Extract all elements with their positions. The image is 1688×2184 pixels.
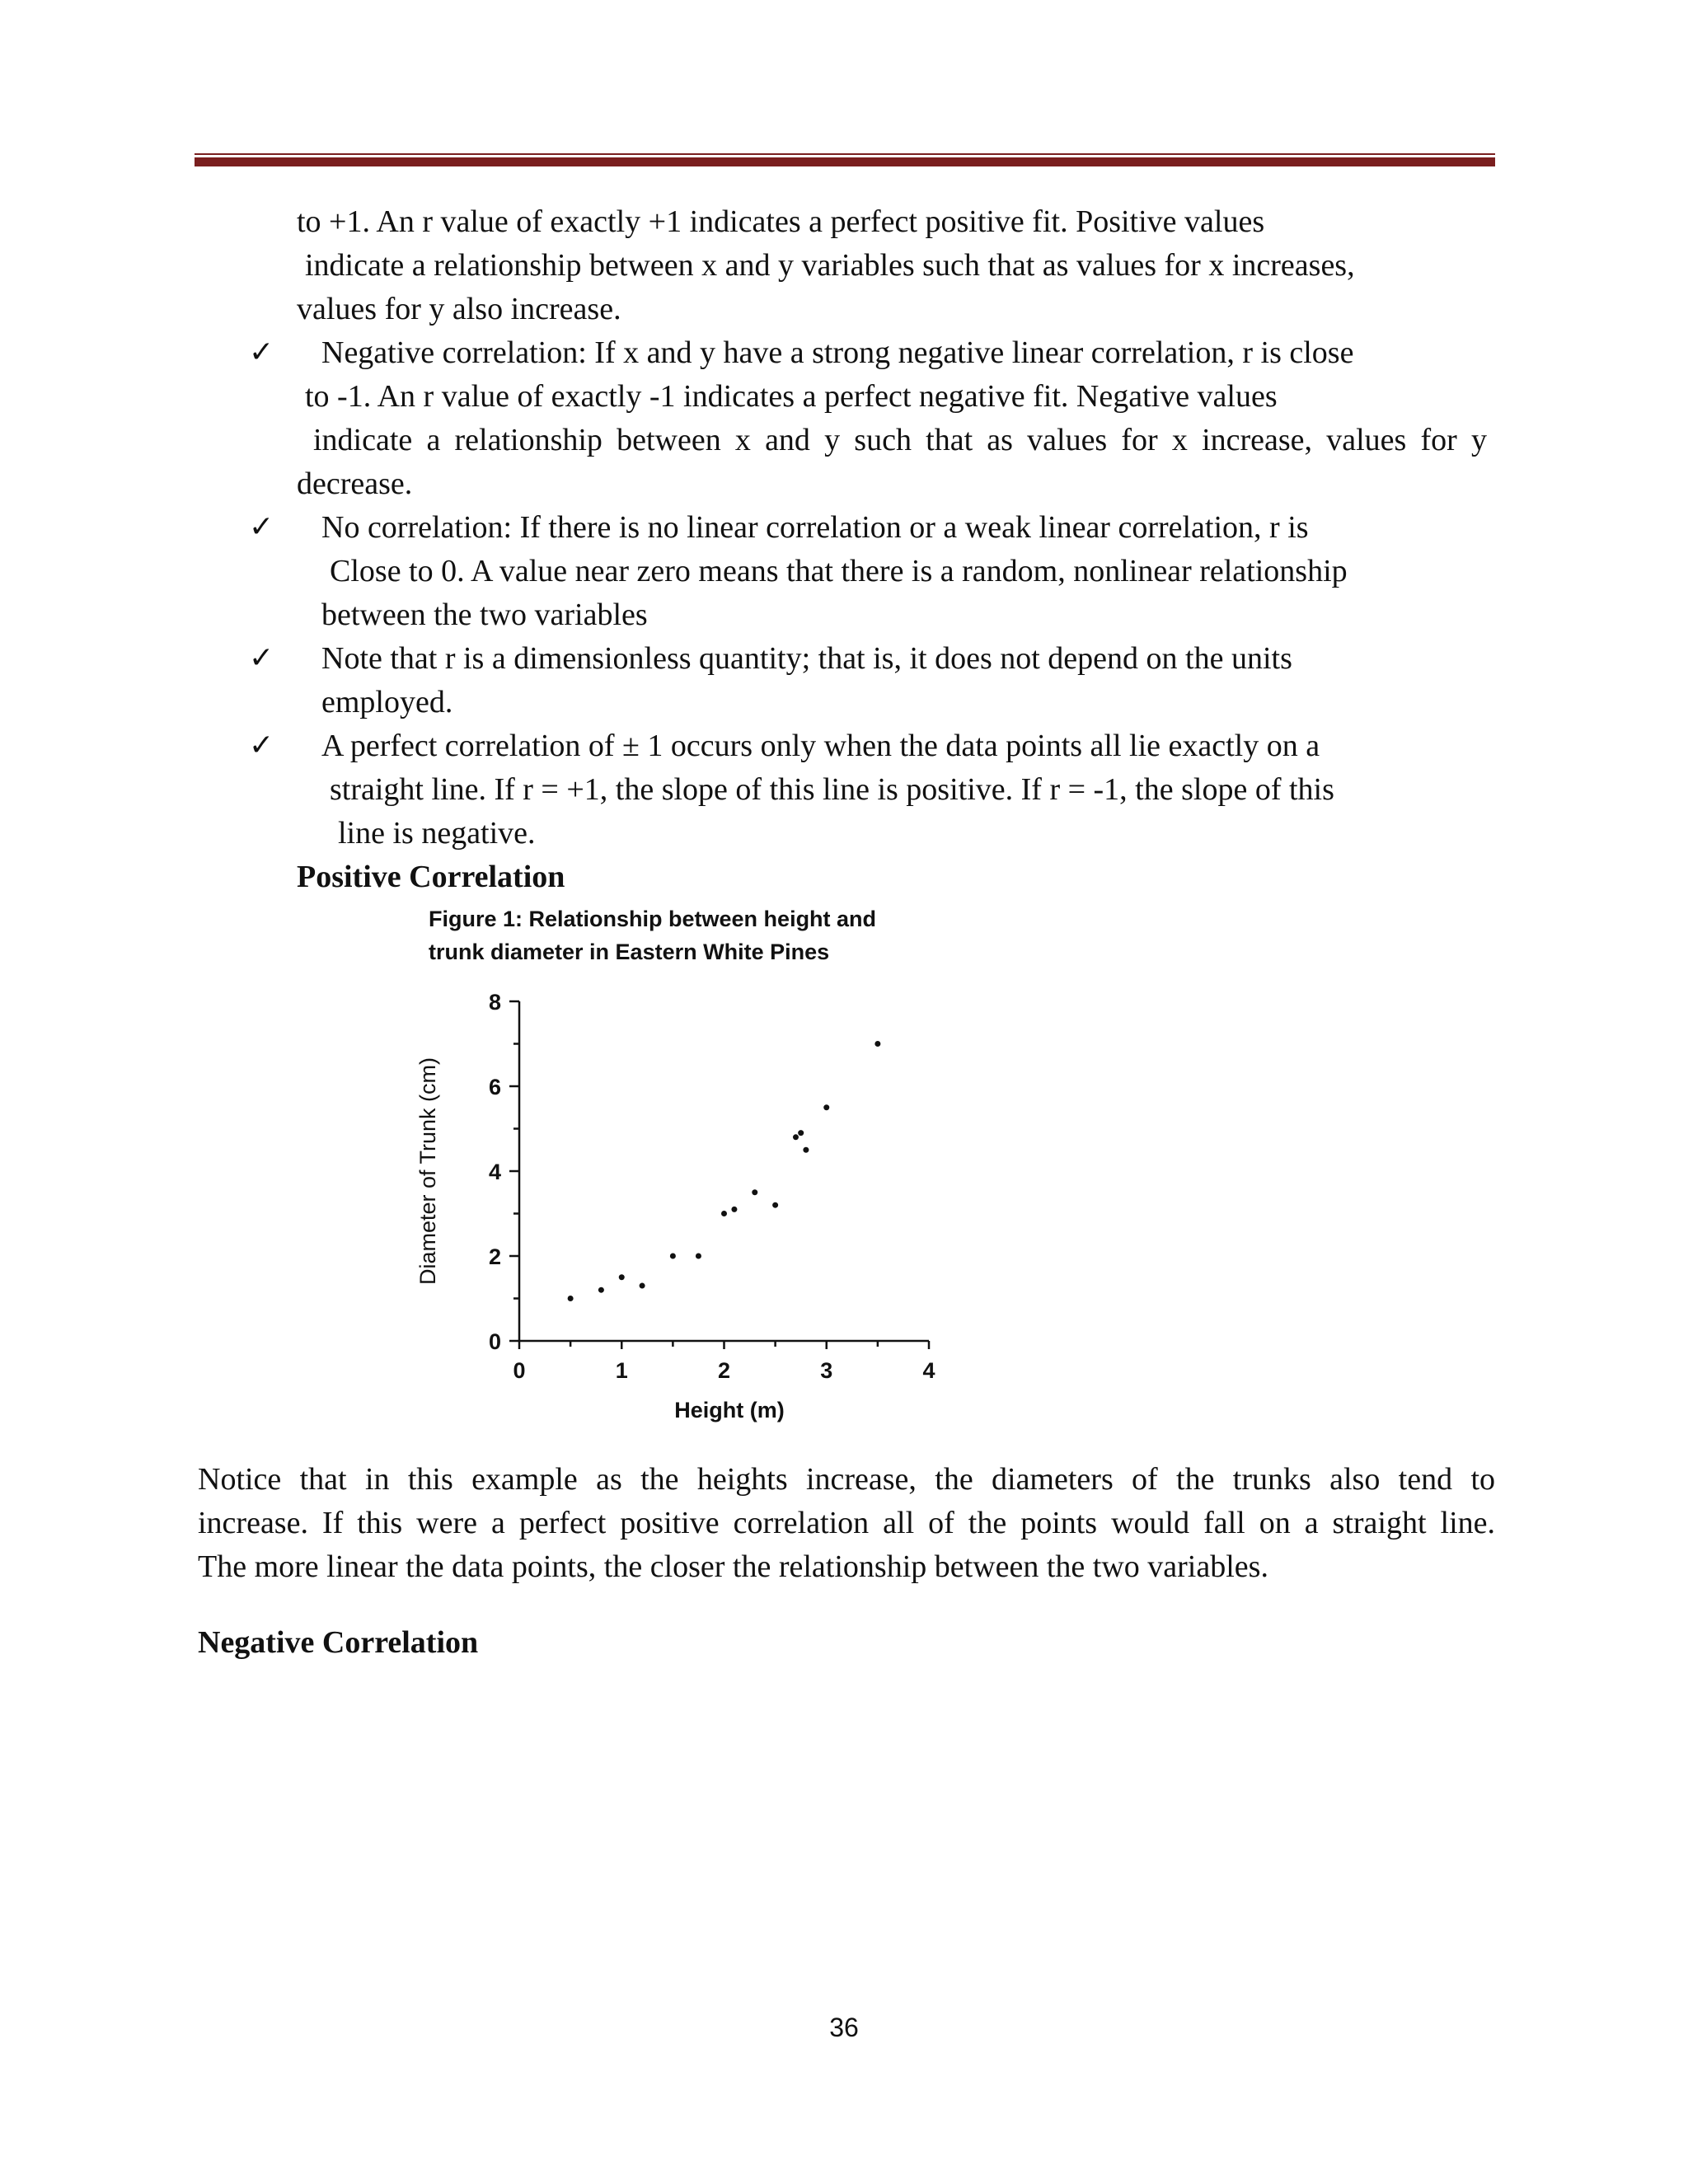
data-point	[598, 1287, 604, 1293]
heading-negative-correlation: Negative Correlation	[198, 1625, 479, 1660]
points-layer	[568, 1041, 881, 1301]
dimensionless-line-1: Note that r is a dimensionless quantity; that is, it does not depend on the units	[321, 641, 1292, 676]
data-point	[568, 1296, 574, 1301]
no-correlation-line-3: between the two variables	[321, 598, 648, 632]
perfect-correlation-line-2: straight line. If r = +1, the slope of this line is positive. If r = -1, the slope of this	[330, 772, 1334, 807]
perfect-correlation-line-3: line is negative.	[338, 816, 536, 851]
data-point	[731, 1207, 737, 1212]
heading-positive-correlation: Positive Correlation	[297, 860, 565, 894]
notice-line-1: Notice that in this example as the heights increase, the diameters of the trunks also tend to	[198, 1462, 1495, 1497]
checkmark-icon: ✓	[249, 641, 274, 675]
header-rule-thick	[195, 157, 1495, 166]
x-axis-label: Height (m)	[674, 1398, 785, 1422]
notice-line-3: The more linear the data points, the closer the relationship between the two variables.	[198, 1549, 1268, 1584]
checkmark-icon: ✓	[249, 335, 274, 369]
y-tick-label: 2	[488, 1244, 501, 1269]
page-number: 36	[829, 2013, 859, 2042]
data-point	[619, 1274, 625, 1280]
chart-title-line-1: Figure 1: Relationship between height and	[429, 907, 877, 931]
perfect-correlation-line-1: A perfect correlation of ± 1 occurs only when the data points all lie exactly on a	[321, 729, 1320, 763]
data-point	[772, 1202, 778, 1208]
chart-title-line-2: trunk diameter in Eastern White Pines	[429, 940, 830, 964]
ticks-layer	[489, 990, 935, 1383]
paragraph-line-1: to +1. An r value of exactly +1 indicates a perfect positive fit. Positive values	[297, 204, 1265, 239]
negative-correlation-line-4: decrease.	[297, 466, 413, 501]
y-tick-label: 4	[488, 1160, 501, 1184]
x-tick-label: 3	[820, 1358, 833, 1383]
no-correlation-line-1: No correlation: If there is no linear correlation or a weak linear correlation, r is	[321, 510, 1309, 545]
header-rule-thin	[195, 153, 1495, 155]
data-point	[696, 1254, 701, 1259]
x-tick-label: 0	[513, 1358, 526, 1383]
negative-correlation-line-2: to -1. An r value of exactly -1 indicates a perfect negative fit. Negative values	[305, 379, 1278, 414]
data-point	[670, 1254, 676, 1259]
no-correlation-line-2: Close to 0. A value near zero means that there is a random, nonlinear relationship	[330, 554, 1348, 588]
negative-correlation-line-3: indicate a relationship between x and y such that as values for x increase, values for y	[313, 423, 1487, 457]
data-point	[823, 1104, 829, 1110]
checkmark-icon: ✓	[249, 729, 274, 762]
data-point	[793, 1134, 799, 1140]
x-tick-label: 2	[717, 1358, 731, 1383]
notice-line-2: increase. If this were a perfect positive correlation all of the points would fall on a straight line.	[198, 1506, 1495, 1540]
data-point	[803, 1147, 809, 1153]
paragraph-line-3: values for y also increase.	[297, 292, 621, 326]
scatter-chart	[404, 898, 964, 1459]
y-axis-label: Diameter of Trunk (cm)	[415, 1057, 440, 1286]
dimensionless-line-2: employed.	[321, 685, 453, 719]
x-tick-label: 4	[922, 1358, 935, 1383]
x-tick-label: 1	[615, 1358, 628, 1383]
y-tick-label: 8	[488, 990, 501, 1015]
paragraph-line-2: indicate a relationship between x and y variables such that as values for x increases,	[305, 248, 1355, 283]
data-point	[798, 1130, 804, 1136]
negative-correlation-line-1: Negative correlation: If x and y have a strong negative linear correlation, r is close	[321, 335, 1354, 370]
data-point	[721, 1211, 727, 1216]
y-tick-label: 6	[488, 1075, 501, 1099]
data-point	[640, 1283, 645, 1289]
y-tick-label: 0	[488, 1329, 501, 1354]
data-point	[752, 1189, 757, 1195]
data-point	[874, 1041, 880, 1047]
checkmark-icon: ✓	[249, 510, 274, 544]
